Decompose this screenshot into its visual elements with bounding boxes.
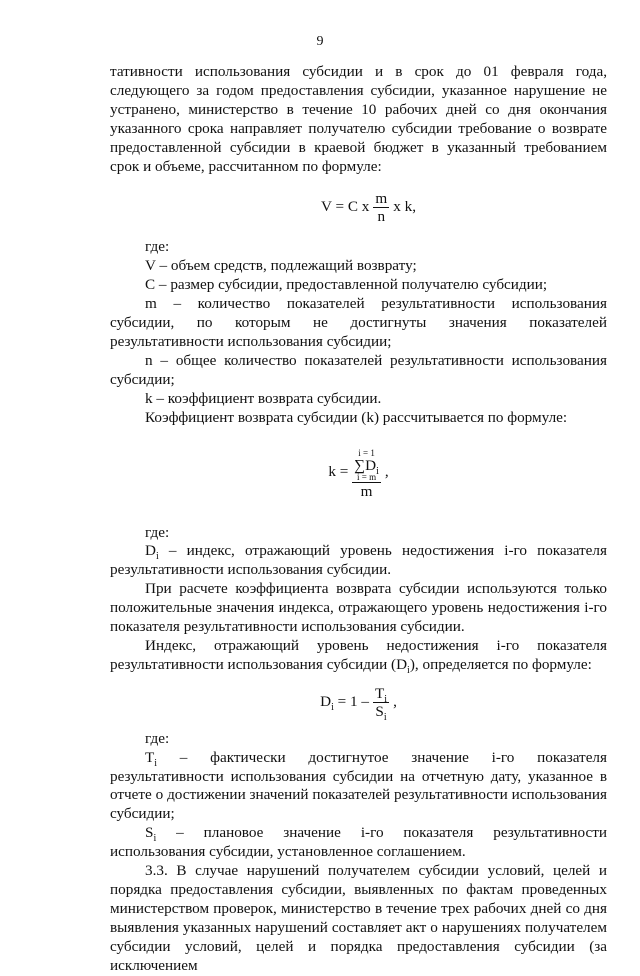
formula-index-left: [320, 693, 370, 714]
where-label: где:: [145, 729, 170, 747]
definition-di-sub: i: [155, 551, 159, 563]
where-label: где:: [145, 238, 170, 256]
sum-variable-subscript: i: [376, 465, 379, 477]
sum-body: [354, 456, 379, 477]
definition-si: [110, 824, 607, 862]
paragraph-3-3: 3.3. В случае нарушений получателем субсидии условий, целей и порядка предоставления субсидии, выявленных по фактам проведенных министерством проверок, министерство в течение трех рабочих дней со дня выявления указанных нарушений составляет акт о нарушениях получателем субсидии условий, целей и порядка предоставления субсидии (за исключением: [110, 862, 607, 974]
formula-index-num-sub: i: [384, 693, 388, 705]
definition-di-text: – индекс, отражающий уровень недостижения i-го показателя результативности использования субсидии.: [110, 542, 607, 579]
page-number: 9: [316, 34, 324, 49]
paragraph-index-b: ), определяется по формуле:: [409, 655, 592, 673]
formula-index-left-sub: i: [331, 702, 334, 714]
formula-volume-fraction: [373, 190, 389, 225]
paragraph-calculation: При расчете коэффициента возврата субсидии используются только положительные значения индекса, отражающего уровень недостижения i-го показателя результативности использования субсидии.: [110, 580, 607, 636]
formula-index-numerator: [373, 685, 389, 703]
where-label: где:: [145, 523, 170, 541]
sum-lower-limit: i = m: [357, 472, 377, 483]
formula-volume: [130, 176, 607, 238]
coefficient-intro: Коэффициент возврата субсидии (k) рассчитывается по формуле:: [145, 408, 568, 426]
formula-coefficient-tail: ,: [384, 462, 389, 480]
formula-index-left-var: D: [320, 693, 332, 711]
sum-sign: ∑: [354, 456, 366, 474]
definition-di: [110, 542, 607, 580]
document-body: [110, 63, 607, 976]
definition-m: m – количество показателей результативности использования субсидии, по которым не достигнуты значения показателей результативности использования субсидии;: [110, 295, 607, 350]
paragraph-index-a: Индекс, отражающий уровень недостижения i-го показателя результативности использования субсидии (D: [110, 636, 607, 673]
definition-n: n – общее количество показателей результативности использования субсидии;: [110, 351, 607, 388]
formula-coefficient-numerator: [352, 443, 381, 483]
formula-index-denominator: [373, 702, 388, 723]
paragraph-index: [110, 637, 607, 675]
formula-index: [110, 675, 607, 730]
paragraph-index-sub: i: [407, 664, 410, 676]
formula-volume-left: V = C x: [321, 198, 370, 216]
definition-si-var: S: [145, 824, 154, 842]
definition-v: V – объем средств, подлежащий возврату;: [145, 257, 417, 275]
formula-coefficient: [110, 428, 607, 516]
sum-upper-limit: i = 1: [358, 447, 375, 458]
sum-variable: D: [365, 456, 377, 474]
definition-di-var: D: [145, 542, 156, 560]
definition-k: k – коэффициент возврата субсидии.: [145, 389, 382, 407]
formula-index-equals: = 1 –: [333, 693, 370, 711]
definition-c: C – размер субсидии, предоставленной получателю субсидии;: [145, 276, 548, 294]
formula-coefficient-denominator: m: [360, 483, 373, 501]
definition-si-sub: i: [153, 833, 157, 845]
formula-index-tail: ,: [393, 693, 397, 711]
definition-ti-sub: i: [154, 757, 158, 769]
definition-si-text: – плановое значение i-го показателя результативности использования субсидии, установленное соглашением.: [110, 824, 607, 861]
definition-ti: [110, 749, 607, 825]
formula-index-den-sub: i: [383, 711, 387, 723]
formula-volume-numerator: m: [375, 189, 388, 207]
formula-coefficient-left: k =: [328, 462, 349, 480]
formula-volume-denominator: n: [377, 207, 386, 225]
paragraph-return-requirement: тативности использования субсидии и в срок до 01 февраля года, следующего за годом предоставления субсидии, указанное нарушение не устранено, министерство в течение 10 рабочих дней со дня окончания указанного срока направляет получателю субсидии требование о возврате предоставленной субсидии в краевой бюджет в указанный требованием срок и объеме, рассчитанном по формуле:: [110, 63, 607, 175]
definition-ti-text: – фактически достигнутое значение i-го показателя результативности использования субсидии на отчетную дату, указанное в отчете о достижении значений показателей результативности использования субсидии;: [110, 748, 607, 823]
definition-ti-var: T: [145, 748, 155, 766]
formula-volume-right: x k,: [393, 198, 416, 216]
formula-index-den-var: S: [375, 702, 384, 720]
formula-coefficient-fraction: [352, 443, 381, 500]
formula-index-num-var: T: [375, 684, 385, 702]
formula-index-fraction: [373, 684, 389, 723]
sum-expression: [354, 449, 379, 482]
